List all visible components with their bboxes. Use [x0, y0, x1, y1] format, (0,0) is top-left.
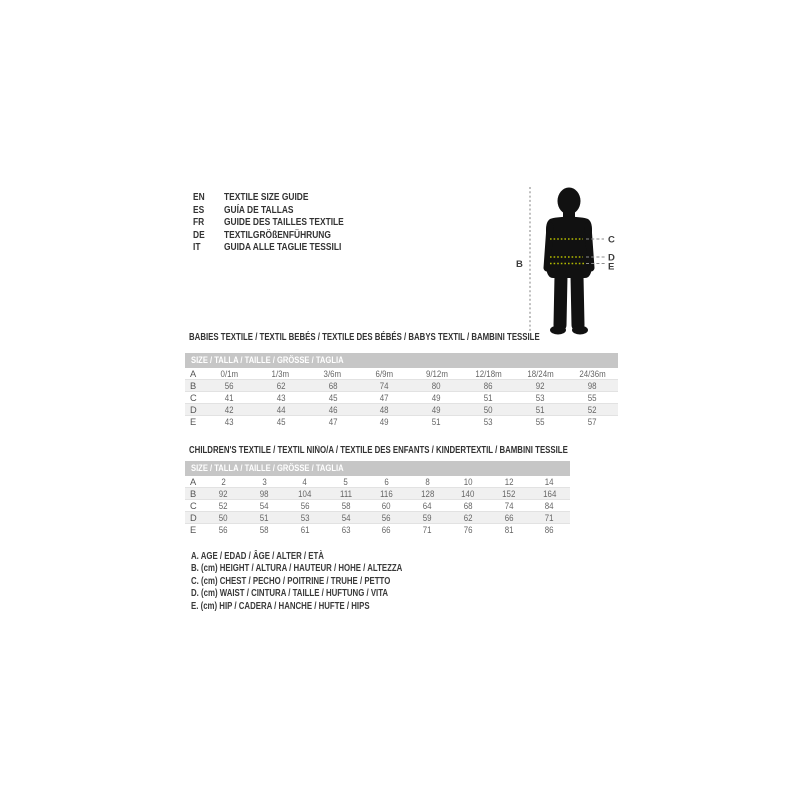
- table-cell-value: 9/12m: [425, 368, 448, 379]
- row-label: A: [190, 368, 197, 379]
- table-cell-value: 46: [328, 404, 338, 415]
- language-title-text: TEXTILGRÖßENFÜHRUNG: [224, 228, 331, 241]
- table-cell: [514, 381, 566, 391]
- table-cell-value: 43: [224, 417, 234, 427]
- table-cell-value: 63: [341, 525, 351, 535]
- table-cell: [359, 369, 411, 379]
- table-cell: [514, 393, 566, 403]
- table-cell-value: 51: [483, 392, 493, 403]
- table-cell-value: 47: [380, 392, 389, 403]
- table-cell: [462, 369, 514, 379]
- table-cell-value: 51: [432, 417, 441, 427]
- table-cell-value: 56: [300, 500, 310, 511]
- legend-line-text: C. (cm) CHEST / PECHO / POITRINE / TRUHE / PETTO: [191, 575, 391, 587]
- table-cell: [285, 489, 326, 499]
- language-title-text: GUÍA DE TALLAS: [224, 203, 294, 216]
- table-row: [185, 368, 618, 380]
- table-cell: [411, 369, 463, 379]
- table-cell: [359, 417, 411, 427]
- table-cell-value: 53: [535, 392, 545, 403]
- table-cell-value: 76: [463, 525, 473, 535]
- table-cell: [203, 489, 244, 499]
- table-cell-value: 66: [382, 525, 391, 535]
- table-cell-value: 111: [339, 488, 352, 499]
- table-cell: [203, 417, 255, 427]
- table-cell-value: 58: [341, 500, 351, 511]
- table-cell-value: 0/1m: [220, 368, 238, 379]
- row-label: C: [190, 500, 197, 511]
- figure-label-e: E: [608, 261, 615, 273]
- table-cell: [255, 417, 307, 427]
- table-cell: [203, 525, 244, 535]
- table-cell: [366, 501, 407, 511]
- table-cell-value: 49: [432, 392, 441, 403]
- table-cell: [462, 417, 514, 427]
- table-cell: [514, 417, 566, 427]
- silhouette-right-leg: [577, 276, 578, 325]
- table-cell-value: 49: [380, 417, 389, 427]
- table-cell-value: 164: [543, 488, 557, 499]
- table-cell-value: 98: [259, 488, 269, 499]
- babies-table: [185, 353, 618, 428]
- language-title-text: TEXTILE SIZE GUIDE: [224, 191, 309, 203]
- language-code-text: IT: [193, 241, 201, 254]
- table-cell: [529, 501, 570, 511]
- table-cell-value: 74: [504, 500, 514, 511]
- legend-line-text: B. (cm) HEIGHT / ALTURA / HAUTEUR / HÖHE / ALTEZZA: [191, 563, 403, 575]
- table-cell-value: 66: [504, 512, 514, 523]
- table-cell-value: 50: [483, 404, 493, 415]
- legend-line: [191, 576, 455, 588]
- language-code: [193, 216, 224, 229]
- legend-line-text: E. (cm) HIP / CADERA / HANCHE / HÜFTE / HIPS: [191, 600, 370, 612]
- table-cell: [407, 489, 448, 499]
- table-cell: [514, 405, 566, 415]
- table-cell-value: 24/36m: [578, 368, 606, 379]
- table-cell-value: 3: [261, 476, 267, 487]
- table-cell-value: 98: [587, 380, 597, 391]
- table-cell-value: 44: [276, 404, 286, 415]
- table-cell: [566, 381, 618, 391]
- table-cell: [244, 501, 285, 511]
- table-cell-value: 6/9m: [375, 368, 394, 379]
- table-cell-value: 49: [432, 404, 441, 415]
- table-cell: [307, 405, 359, 415]
- row-label: C: [190, 392, 197, 403]
- table-cell: [407, 525, 448, 535]
- table-cell: [307, 393, 359, 403]
- table-cell: [448, 501, 489, 511]
- childrens-table-body: [185, 476, 570, 536]
- row-label: A: [190, 476, 197, 487]
- language-title: [224, 204, 311, 217]
- table-cell: [244, 477, 285, 487]
- table-cell-value: 64: [422, 500, 432, 511]
- table-cell: [307, 369, 359, 379]
- language-code-text: DE: [193, 228, 205, 241]
- table-cell: [359, 381, 411, 391]
- table-cell-value: 3/6m: [323, 368, 342, 379]
- table-cell-value: 81: [504, 525, 514, 535]
- table-cell: [203, 477, 244, 487]
- table-cell-value: 55: [535, 417, 545, 427]
- figure-label-d: D: [608, 252, 615, 264]
- child-figure-diagram: [509, 168, 624, 343]
- silhouette-left-arm: [547, 226, 550, 268]
- table-cell-value: 53: [300, 512, 310, 523]
- table-cell: [244, 513, 285, 523]
- legend-line: [191, 588, 455, 600]
- row-label: B: [190, 488, 197, 499]
- language-row: [193, 241, 374, 254]
- table-cell: [566, 393, 618, 403]
- table-cell-value: 60: [382, 500, 391, 511]
- table-cell-value: 45: [328, 392, 338, 403]
- table-cell-value: 59: [422, 512, 432, 523]
- table-cell: [411, 381, 463, 391]
- table-cell-value: 80: [432, 380, 441, 391]
- table-cell-value: 116: [380, 488, 393, 499]
- row-label: D: [190, 512, 197, 523]
- babies-size-header-text: SIZE / TALLA / TAILLE / GRÖSSE / TAGLIA: [191, 355, 344, 366]
- language-row: [193, 229, 374, 242]
- table-cell-value: 68: [328, 380, 338, 391]
- table-row: [185, 416, 618, 428]
- table-cell-value: 18/24m: [526, 368, 554, 379]
- language-title-text: GUIDA ALLE TAGLIE TESSILI: [224, 241, 342, 254]
- table-cell-value: 51: [535, 404, 545, 415]
- table-cell: [325, 501, 366, 511]
- table-cell: [488, 501, 529, 511]
- table-cell-value: 8: [425, 476, 430, 487]
- measurement-legend: [191, 551, 455, 613]
- table-cell: [307, 417, 359, 427]
- table-cell: [529, 525, 570, 535]
- table-cell-value: 43: [276, 392, 286, 403]
- table-cell: [203, 405, 255, 415]
- table-cell: [285, 477, 326, 487]
- babies-table-body: [185, 368, 618, 428]
- table-cell-value: 14: [545, 476, 555, 487]
- table-cell: [448, 525, 489, 535]
- childrens-size-header-text: SIZE / TALLA / TAILLE / GRÖSSE / TAGLIA: [191, 463, 344, 474]
- table-cell: [244, 489, 285, 499]
- language-title: [224, 216, 374, 229]
- table-cell-value: 56: [224, 380, 234, 391]
- legend-line: [191, 551, 455, 563]
- table-cell: [529, 513, 570, 523]
- table-cell-value: 92: [218, 488, 228, 499]
- language-code: [193, 204, 224, 217]
- table-cell-value: 61: [300, 525, 310, 535]
- table-cell: [407, 501, 448, 511]
- table-cell-value: 62: [276, 380, 286, 391]
- language-code: [193, 229, 224, 242]
- table-cell: [366, 489, 407, 499]
- table-cell-value: 128: [420, 488, 434, 499]
- table-cell-value: 152: [502, 488, 516, 499]
- table-cell-value: 52: [218, 500, 228, 511]
- table-row: [185, 524, 570, 536]
- childrens-section-title: [189, 445, 663, 456]
- table-cell-value: 2: [221, 476, 226, 487]
- table-cell-value: 54: [341, 512, 351, 523]
- table-cell: [411, 417, 463, 427]
- table-cell: [448, 477, 489, 487]
- table-row: [185, 380, 618, 392]
- table-cell: [462, 405, 514, 415]
- table-row: [185, 404, 618, 416]
- silhouette-right-arm: [588, 226, 591, 268]
- language-list: [193, 191, 374, 254]
- table-cell: [325, 489, 366, 499]
- table-cell: [566, 405, 618, 415]
- table-cell-value: 47: [328, 417, 338, 427]
- language-code-text: FR: [193, 216, 205, 229]
- babies-table-size-header: [185, 353, 618, 368]
- childrens-table-size-header: [185, 461, 570, 476]
- table-cell-value: 41: [224, 392, 234, 403]
- row-label: E: [190, 417, 197, 427]
- table-cell: [407, 513, 448, 523]
- table-cell-value: 86: [545, 525, 555, 535]
- table-cell-value: 140: [461, 488, 475, 499]
- table-cell-value: 10: [463, 476, 473, 487]
- table-cell: [462, 381, 514, 391]
- table-cell: [203, 393, 255, 403]
- table-cell-value: 92: [535, 380, 545, 391]
- row-label: D: [190, 404, 197, 415]
- table-cell: [203, 501, 244, 511]
- figure-label-b: B: [516, 259, 523, 270]
- table-cell: [566, 369, 618, 379]
- language-code: [193, 191, 224, 204]
- figure-label-c: C: [608, 234, 615, 246]
- language-title-text: GUIDE DES TAILLES TEXTILE: [224, 216, 344, 229]
- table-cell-value: 57: [587, 417, 597, 427]
- table-cell-value: 42: [224, 404, 234, 415]
- table-cell-value: 52: [587, 404, 597, 415]
- table-cell: [448, 513, 489, 523]
- table-cell: [203, 513, 244, 523]
- table-cell: [366, 525, 407, 535]
- table-cell: [407, 477, 448, 487]
- table-cell: [285, 525, 326, 535]
- table-cell-value: 86: [483, 380, 493, 391]
- table-row: [185, 476, 570, 488]
- table-cell: [244, 525, 285, 535]
- table-cell-value: 62: [463, 512, 473, 523]
- table-cell-value: 48: [380, 404, 389, 415]
- table-cell: [285, 501, 326, 511]
- table-cell-value: 71: [422, 525, 432, 535]
- table-cell: [255, 381, 307, 391]
- table-cell: [285, 513, 326, 523]
- table-cell: [325, 525, 366, 535]
- table-cell-value: 54: [259, 500, 269, 511]
- babies-section-title: [189, 332, 627, 343]
- table-row: [185, 512, 570, 524]
- table-cell-value: 5: [343, 476, 348, 487]
- table-cell-value: 50: [218, 512, 228, 523]
- table-cell: [203, 369, 255, 379]
- legend-line-text: A. AGE / EDAD / ÂGE / ALTER / ETÀ: [191, 551, 324, 562]
- table-cell: [529, 477, 570, 487]
- table-cell-value: 71: [545, 512, 555, 523]
- table-cell-value: 6: [384, 476, 389, 487]
- language-code: [193, 241, 224, 254]
- table-cell: [203, 381, 255, 391]
- babies-section-title-text: BABIES TEXTILE / TEXTIL BEBÉS / TEXTILE DES BÉBÉS / BABYS TEXTIL / BAMBINI TESSILE: [189, 332, 540, 343]
- table-cell: [366, 477, 407, 487]
- table-cell: [366, 513, 407, 523]
- table-cell-value: 56: [218, 525, 228, 535]
- table-cell-value: 84: [545, 500, 555, 511]
- language-title: [224, 229, 358, 242]
- table-cell-value: 55: [587, 392, 597, 403]
- table-cell-value: 68: [463, 500, 473, 511]
- table-cell: [488, 489, 529, 499]
- table-cell-value: 58: [259, 525, 269, 535]
- table-cell: [566, 417, 618, 427]
- row-label: E: [190, 525, 197, 535]
- table-cell: [255, 369, 307, 379]
- row-label: B: [190, 380, 197, 391]
- table-cell: [325, 477, 366, 487]
- table-cell-value: 12/18m: [475, 368, 502, 379]
- language-row: [193, 191, 374, 204]
- table-cell: [529, 489, 570, 499]
- table-cell: [462, 393, 514, 403]
- language-code-text: EN: [193, 191, 205, 203]
- table-cell-value: 1/3m: [272, 368, 290, 379]
- table-cell: [488, 513, 529, 523]
- language-code-text: ES: [193, 203, 205, 216]
- table-row: [185, 488, 570, 500]
- table-cell-value: 56: [382, 512, 391, 523]
- table-cell: [448, 489, 489, 499]
- table-cell: [325, 513, 366, 523]
- table-cell: [488, 477, 529, 487]
- silhouette-left-leg: [560, 276, 561, 325]
- table-cell: [514, 369, 566, 379]
- table-cell-value: 74: [380, 380, 389, 391]
- table-cell: [411, 405, 463, 415]
- table-cell: [307, 381, 359, 391]
- table-cell-value: 53: [483, 417, 493, 427]
- language-row: [193, 204, 374, 217]
- child-silhouette: [546, 188, 592, 335]
- childrens-section-title-text: CHILDREN'S TEXTILE / TEXTIL NIÑO/A / TEXTILE DES ENFANTS / KINDERTEXTIL / BAMBINI TESSILE: [189, 445, 568, 456]
- table-cell-value: 51: [259, 512, 269, 523]
- childrens-table: [185, 461, 570, 536]
- legend-line: [191, 601, 455, 613]
- table-cell-value: 104: [298, 488, 312, 499]
- table-cell: [488, 525, 529, 535]
- legend-line: [191, 563, 455, 575]
- table-cell-value: 4: [302, 476, 308, 487]
- table-cell: [359, 393, 411, 403]
- language-title: [224, 191, 330, 204]
- language-title: [224, 241, 371, 254]
- table-cell: [411, 393, 463, 403]
- table-row: [185, 500, 570, 512]
- table-cell-value: 45: [276, 417, 286, 427]
- table-cell-value: 12: [504, 476, 514, 487]
- legend-line-text: D. (cm) WAIST / CINTURA / TAILLE / HÜFTUNG / VITA: [191, 588, 389, 600]
- language-row: [193, 216, 374, 229]
- table-cell: [255, 405, 307, 415]
- table-row: [185, 392, 618, 404]
- table-cell: [359, 405, 411, 415]
- table-cell: [255, 393, 307, 403]
